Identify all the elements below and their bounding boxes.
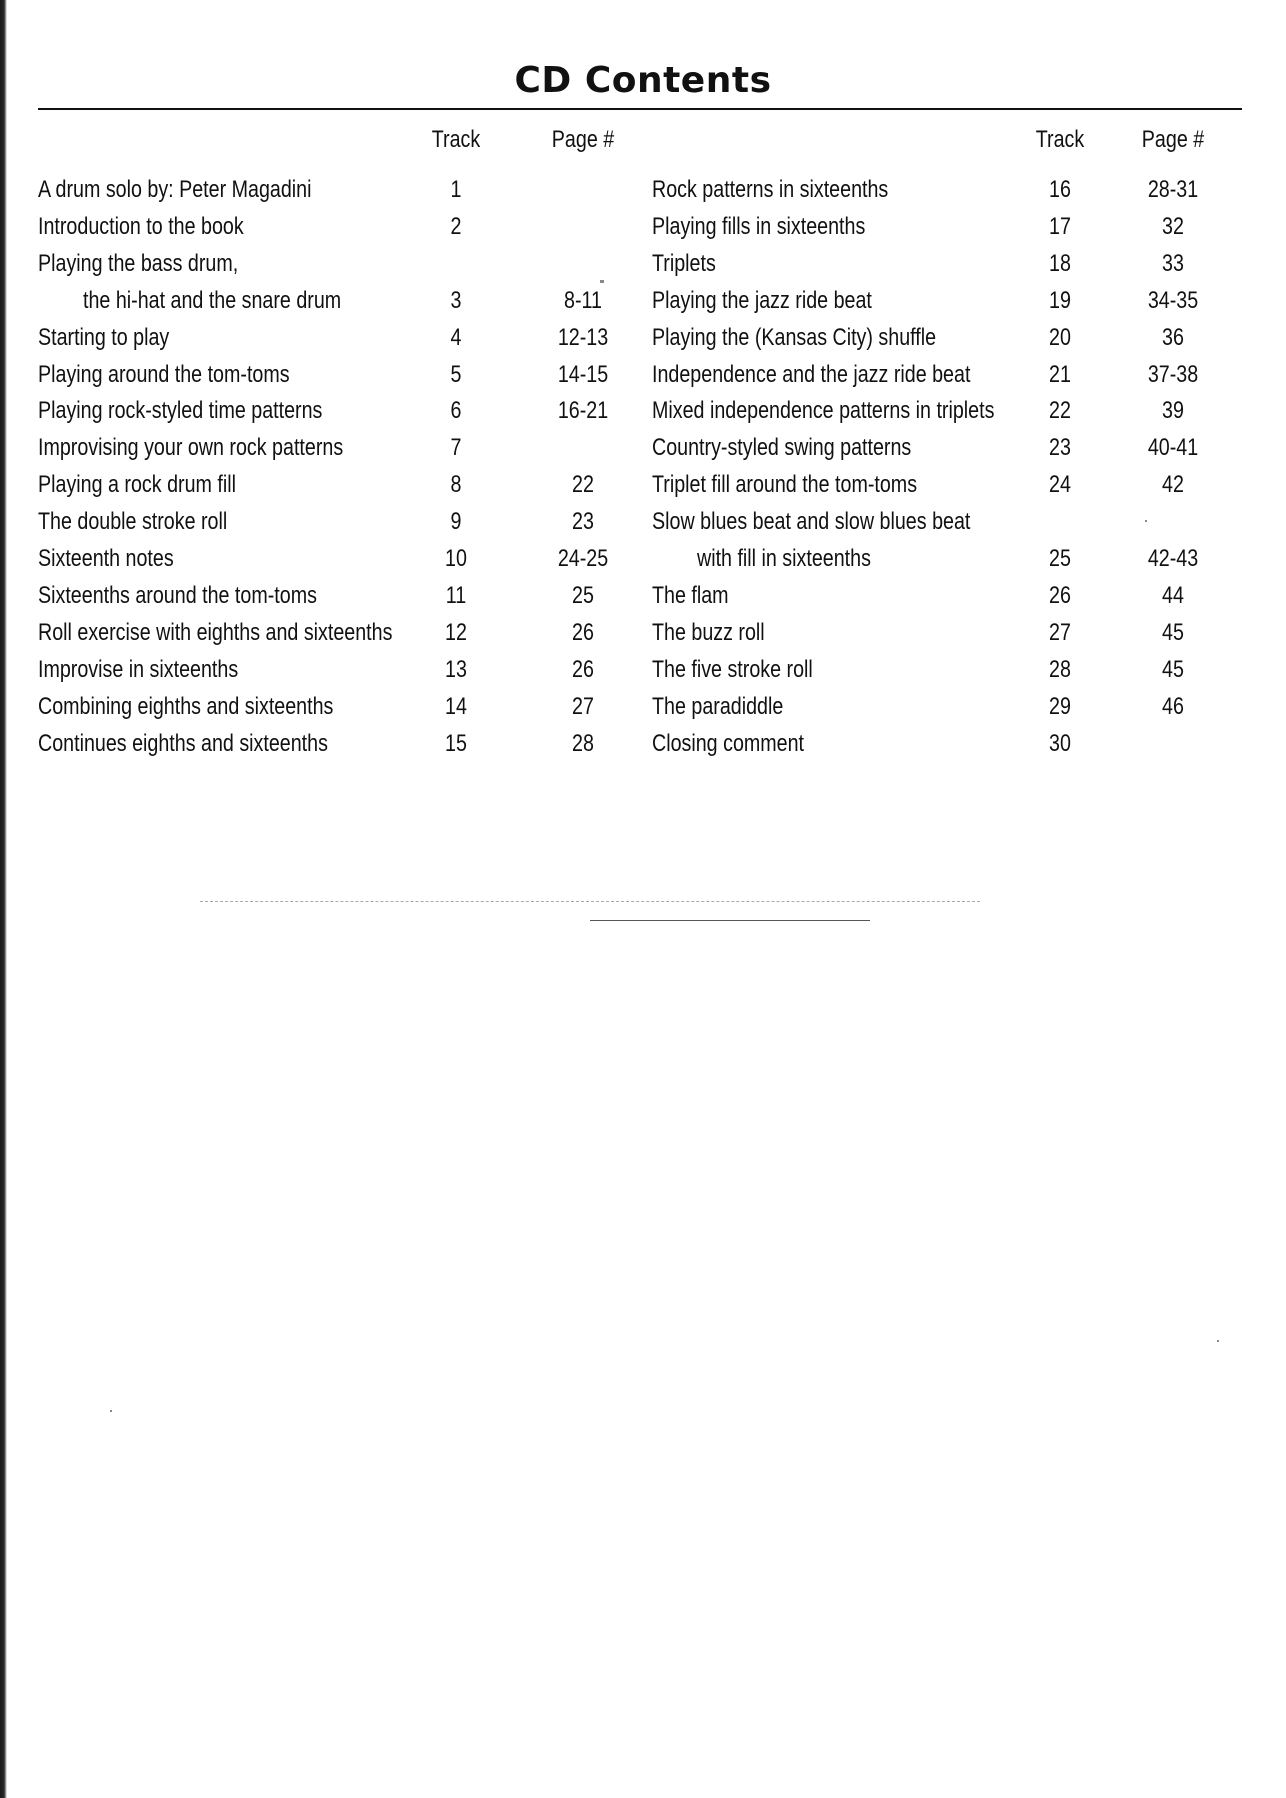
entry-page-number: 8-11 — [564, 286, 602, 314]
contents-row — [0, 246, 1286, 282]
contents-row — [0, 504, 1286, 540]
entry-track-number: 1 — [450, 176, 462, 203]
scan-artifact-line — [200, 901, 980, 902]
entry-title: The paradiddle — [652, 692, 784, 720]
right-track-header: Track — [1035, 126, 1085, 153]
contents-row — [0, 615, 1286, 651]
right-column-header — [0, 122, 1286, 158]
entry-track-number: 8 — [450, 471, 462, 499]
entry-title: A drum solo by: Peter Magadini — [38, 176, 312, 203]
entry-page-number: 16-21 — [557, 397, 609, 425]
entry-page-number: 34-35 — [1147, 286, 1199, 314]
entry-track-number: 20 — [1049, 323, 1071, 351]
left-page-header: Page # — [551, 126, 615, 153]
entry-title: Playing rock-styled time patterns — [38, 397, 323, 425]
contents-row — [0, 283, 1286, 319]
entry-track-number: 12 — [445, 618, 467, 646]
entry-title: the hi-hat and the snare drum — [83, 286, 342, 314]
entry-track-number: 15 — [445, 729, 467, 757]
entry-page-number: 33 — [1162, 249, 1184, 277]
scan-speck — [110, 1410, 112, 1412]
entry-track-number: 29 — [1049, 692, 1071, 720]
entry-page-number: 22 — [572, 471, 594, 499]
contents-row — [0, 467, 1286, 503]
entry-page-number: 46 — [1162, 692, 1184, 720]
entry-track-number: 27 — [1049, 618, 1071, 646]
entry-title: Playing the bass drum, — [38, 249, 239, 277]
entry-track-number: 18 — [1049, 249, 1071, 277]
entry-page-number: 26 — [572, 618, 594, 646]
entry-page-number: 23 — [572, 508, 594, 536]
entry-title: Closing comment — [652, 729, 805, 757]
entry-track-number: 19 — [1049, 286, 1071, 314]
entry-page-number: 27 — [572, 692, 594, 720]
entry-title: Playing the (Kansas City) shuffle — [652, 323, 937, 351]
entry-title: Playing a rock drum fill — [38, 471, 236, 499]
entry-track-number: 11 — [445, 581, 467, 609]
contents-row — [0, 393, 1286, 429]
entry-title: The buzz roll — [652, 618, 765, 646]
entry-track-number: 26 — [1049, 581, 1071, 609]
entry-track-number: 22 — [1049, 397, 1071, 425]
entry-page-number: 32 — [1162, 212, 1184, 240]
entry-track-number: 4 — [450, 323, 462, 351]
scan-speck — [600, 280, 604, 283]
entry-page-number: 37-38 — [1147, 360, 1199, 388]
entry-track-number: 25 — [1049, 545, 1071, 572]
entry-page-number: 25 — [572, 581, 594, 609]
entry-track-number: 24 — [1049, 471, 1071, 499]
contents-row — [0, 689, 1286, 725]
contents-row — [0, 430, 1286, 466]
entry-track-number: 30 — [1049, 729, 1071, 757]
contents-row — [0, 357, 1286, 393]
entry-page-number: 24-25 — [557, 545, 609, 572]
entry-title: Continues eighths and sixteenths — [38, 729, 328, 757]
entry-page-number: 28 — [572, 729, 594, 757]
entry-title: Improvise in sixteenths — [38, 655, 239, 683]
entry-title: Introduction to the book — [38, 212, 244, 240]
entry-page-number: 42 — [1162, 471, 1184, 499]
entry-page-number: 28-31 — [1147, 176, 1199, 203]
entry-page-number: 42-43 — [1147, 545, 1199, 572]
entry-title: Independence and the jazz ride beat — [652, 360, 971, 388]
contents-row — [0, 172, 1286, 208]
entry-track-number: 7 — [450, 434, 462, 462]
entry-title: The five stroke roll — [652, 655, 813, 683]
contents-row — [0, 209, 1286, 245]
entry-page-number: 39 — [1162, 397, 1184, 425]
entry-track-number: 21 — [1049, 360, 1071, 388]
entry-title: with fill in sixteenths — [697, 545, 871, 572]
scan-speck — [1217, 1340, 1219, 1342]
entry-track-number: 14 — [445, 692, 467, 720]
entry-title: The double stroke roll — [38, 508, 228, 536]
entry-page-number: 44 — [1162, 581, 1184, 609]
entry-title: Slow blues beat and slow blues beat — [652, 508, 971, 536]
entry-title: Playing the jazz ride beat — [652, 286, 872, 314]
entry-track-number: 10 — [445, 545, 467, 572]
entry-page-number: 36 — [1162, 323, 1184, 351]
entry-title: Triplet fill around the tom-toms — [652, 471, 918, 499]
contents-row — [0, 320, 1286, 356]
contents-row — [0, 652, 1286, 688]
entry-track-number: 3 — [450, 286, 462, 314]
entry-title: Triplets — [652, 249, 716, 277]
entry-title: The flam — [652, 581, 729, 609]
entry-track-number: 2 — [450, 212, 462, 240]
entry-title: Combining eighths and sixteenths — [38, 692, 334, 720]
entry-track-number: 9 — [450, 508, 462, 536]
entry-title: Mixed independence patterns in triplets — [652, 397, 995, 425]
entry-page-number: 12-13 — [557, 323, 609, 351]
entry-title: Sixteenths around the tom-toms — [38, 581, 317, 609]
right-page-header: Page # — [1141, 126, 1205, 153]
title-rule — [38, 108, 1242, 110]
entry-title: Improvising your own rock patterns — [38, 434, 344, 462]
entry-page-number: 40-41 — [1147, 434, 1199, 462]
left-track-header: Track — [431, 126, 481, 153]
entry-title: Roll exercise with eighths and sixteenths — [38, 618, 393, 646]
page-title: CD Contents — [514, 60, 772, 101]
entry-page-number: 14-15 — [557, 360, 609, 388]
entry-page-number: 45 — [1162, 655, 1184, 683]
entry-track-number: 5 — [450, 360, 462, 388]
entry-page-number: 45 — [1162, 618, 1184, 646]
contents-row — [0, 541, 1286, 577]
contents-row — [0, 726, 1286, 762]
entry-title: Playing around the tom-toms — [38, 360, 290, 388]
entry-track-number: 23 — [1049, 434, 1071, 462]
entry-page-number: 26 — [572, 655, 594, 683]
entry-title: Playing fills in sixteenths — [652, 212, 866, 240]
scan-artifact-line — [590, 920, 870, 921]
entry-track-number: 28 — [1049, 655, 1071, 683]
entry-title: Starting to play — [38, 323, 170, 351]
entry-title: Sixteenth notes — [38, 545, 174, 572]
entry-title: Rock patterns in sixteenths — [652, 176, 889, 203]
entry-track-number: 13 — [445, 655, 467, 683]
entry-track-number: 6 — [450, 397, 462, 425]
entry-title: Country-styled swing patterns — [652, 434, 912, 462]
contents-row — [0, 578, 1286, 614]
entry-track-number: 16 — [1049, 176, 1071, 203]
scan-speck — [1145, 520, 1147, 522]
entry-track-number: 17 — [1049, 212, 1071, 240]
